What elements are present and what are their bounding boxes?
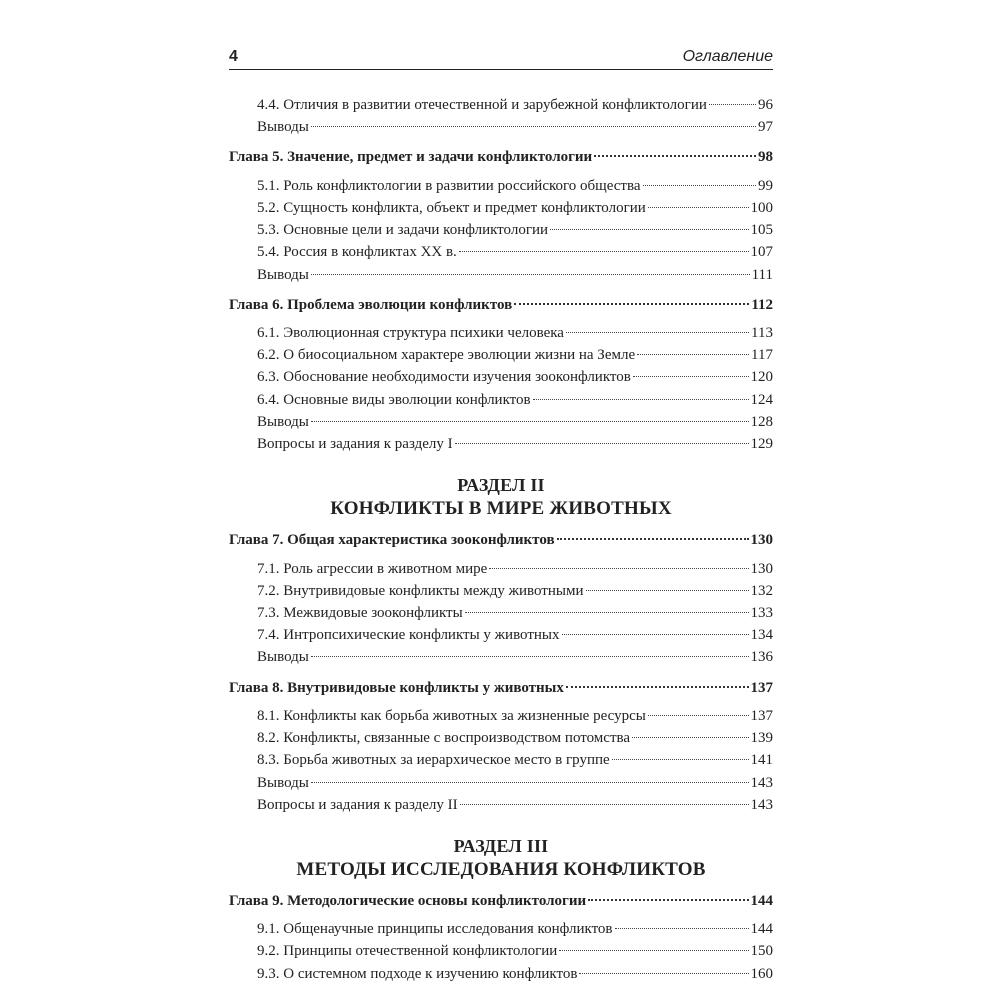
section-title: МЕТОДЫ ИССЛЕДОВАНИЯ КОНФЛИКТОВ: [296, 858, 706, 880]
toc-entry-title: 9.3. О системном подходе к изучению конфликтов: [257, 965, 578, 982]
toc-entry-page: 144: [750, 921, 773, 938]
toc-entry: [229, 918, 773, 940]
dot-leader: [566, 332, 749, 333]
toc-entry-title: 5.1. Роль конфликтологии в развитии российского общества: [257, 177, 641, 194]
toc-entry-title: Выводы: [257, 413, 309, 430]
toc-entry-title: 5.3. Основные цели и задачи конфликтологии: [257, 222, 549, 239]
toc-entry: [229, 366, 773, 388]
running-head: Оглавление: [682, 48, 773, 65]
chapter-page: 137: [750, 679, 773, 696]
dot-leader: [559, 950, 748, 951]
page-number: 4: [229, 48, 238, 65]
dot-leader: [311, 782, 749, 783]
dot-leader: [311, 421, 749, 422]
toc-entry-page: 139: [750, 730, 773, 747]
chapter-page: 130: [750, 532, 773, 549]
toc-entry-page: 111: [751, 266, 773, 283]
toc-entry: [229, 411, 773, 433]
chapter-title: Глава 6. Проблема эволюции конфликтов: [229, 296, 513, 313]
toc-entry-title: 7.2. Внутривидовые конфликты между животными: [257, 582, 584, 599]
toc-entry: [229, 433, 773, 455]
header-rule: [229, 69, 773, 70]
dot-leader: [615, 928, 749, 929]
toc-entry: [229, 558, 773, 580]
chapter-page: 112: [751, 296, 773, 313]
toc-entry-title: 7.1. Роль агрессии в животном мире: [257, 560, 488, 577]
dot-leader: [557, 538, 749, 540]
section-title: КОНФЛИКТЫ В МИРЕ ЖИВОТНЫХ: [330, 498, 672, 520]
toc-entry: [229, 241, 773, 263]
toc-entry-page: 150: [750, 943, 773, 960]
page-header: [229, 44, 773, 72]
toc-chapter-8: [229, 677, 773, 699]
toc-chapter-6: [229, 294, 773, 316]
toc-entry-title: Вопросы и задания к разделу II: [257, 796, 458, 813]
toc-entry-page: 130: [750, 560, 773, 577]
dot-leader: [586, 590, 749, 591]
toc-entry: [229, 322, 773, 344]
dot-leader: [612, 759, 749, 760]
toc-entry: [229, 197, 773, 219]
toc-entry-page: 137: [750, 707, 773, 724]
chapter-page: 144: [750, 892, 773, 909]
dot-leader: [579, 973, 748, 974]
toc-chapter-7: [229, 529, 773, 551]
toc-entry: [229, 794, 773, 816]
toc-entry: [229, 624, 773, 646]
toc-entry-title: Выводы: [257, 649, 309, 666]
toc-entry: [229, 219, 773, 241]
dot-leader: [637, 354, 749, 355]
toc-entry-page: 160: [750, 965, 773, 982]
dot-leader: [566, 686, 749, 688]
toc-entry-title: 7.4. Интропсихические конфликты у животных: [257, 627, 560, 644]
toc-entry-title: 6.1. Эволюционная структура психики человека: [257, 325, 564, 342]
toc-entry-page: 133: [750, 604, 773, 621]
chapter-page: 98: [758, 149, 773, 166]
table-of-contents: [229, 94, 773, 985]
toc-entry-title: 5.2. Сущность конфликта, объект и предмет конфликтологии: [257, 199, 646, 216]
toc-entry: [229, 705, 773, 727]
toc-entry-page: 141: [750, 752, 773, 769]
dot-leader: [594, 155, 756, 157]
toc-entry-page: 120: [750, 369, 773, 386]
toc-entry-title: Выводы: [257, 119, 309, 136]
toc-entry: [229, 94, 773, 116]
toc-entry-page: 100: [750, 199, 773, 216]
dot-leader: [643, 185, 756, 186]
dot-leader: [460, 804, 749, 805]
toc-entry-page: 132: [750, 582, 773, 599]
dot-leader: [489, 568, 748, 569]
toc-entry-title: 6.2. О биосоциальном характере эволюции жизни на Земле: [257, 347, 636, 364]
dot-leader: [459, 251, 749, 252]
toc-chapter-9: [229, 890, 773, 912]
toc-chapter-5: [229, 146, 773, 168]
dot-leader: [632, 737, 748, 738]
toc-entry-page: 99: [758, 177, 773, 194]
toc-entry: [229, 772, 773, 794]
toc-entry-page: 143: [750, 796, 773, 813]
toc-entry: [229, 602, 773, 624]
dot-leader: [550, 229, 748, 230]
toc-entry-page: 97: [758, 119, 773, 136]
toc-entry-title: 7.3. Межвидовые зооконфликты: [257, 604, 463, 621]
section-heading-2: [229, 473, 773, 521]
toc-entry: [229, 749, 773, 771]
toc-entry: [229, 389, 773, 411]
toc-entry-page: 143: [750, 774, 773, 791]
dot-leader: [465, 612, 749, 613]
toc-entry: [229, 175, 773, 197]
toc-entry: [229, 264, 773, 286]
toc-entry: [229, 344, 773, 366]
dot-leader: [533, 399, 749, 400]
dot-leader: [562, 634, 749, 635]
toc-entry: [229, 940, 773, 962]
toc-entry: [229, 580, 773, 602]
toc-entry-title: 9.1. Общенаучные принципы исследования конфликтов: [257, 921, 613, 938]
toc-entry: [229, 727, 773, 749]
toc-entry: [229, 963, 773, 985]
dot-leader: [311, 274, 750, 275]
dot-leader: [514, 303, 749, 305]
chapter-title: Глава 5. Значение, предмет и задачи конфликтологии: [229, 149, 593, 166]
toc-entry-page: 113: [751, 325, 773, 342]
section-label: РАЗДЕЛ II: [457, 475, 545, 496]
chapter-title: Глава 9. Методологические основы конфликтологии: [229, 892, 587, 909]
toc-entry-page: 96: [758, 97, 773, 113]
dot-leader: [311, 656, 749, 657]
dot-leader: [648, 715, 749, 716]
toc-entry-title: 4.4. Отличия в развитии отечественной и зарубежной конфликтологии: [257, 97, 707, 113]
section-heading-3: [229, 834, 773, 882]
toc-entry-title: Выводы: [257, 774, 309, 791]
dot-leader: [648, 207, 749, 208]
dot-leader: [633, 376, 749, 377]
toc-entry-title: 6.4. Основные виды эволюции конфликтов: [257, 391, 531, 408]
toc-entry-title: 8.3. Борьба животных за иерархическое место в группе: [257, 752, 610, 769]
toc-entry-page: 129: [750, 436, 773, 453]
toc-entry-page: 124: [750, 391, 773, 408]
chapter-title: Глава 7. Общая характеристика зооконфликтов: [229, 532, 555, 549]
toc-entry-title: Вопросы и задания к разделу I: [257, 436, 453, 453]
toc-entry-page: 105: [750, 222, 773, 239]
dot-leader: [709, 104, 756, 105]
toc-entry: [229, 646, 773, 668]
dot-leader: [588, 899, 748, 901]
toc-entry-page: 134: [750, 627, 773, 644]
toc-entry: [229, 116, 773, 138]
dot-leader: [455, 443, 749, 444]
section-label: РАЗДЕЛ III: [453, 835, 549, 856]
toc-entry-title: 6.3. Обоснование необходимости изучения зооконфликтов: [257, 369, 631, 386]
toc-entry-page: 107: [750, 244, 773, 261]
toc-entry-title: Выводы: [257, 266, 309, 283]
dot-leader: [311, 126, 756, 127]
toc-entry-title: 9.2. Принципы отечественной конфликтологии: [257, 943, 558, 960]
toc-entry-title: 5.4. Россия в конфликтах XX в.: [257, 244, 457, 261]
toc-entry-page: 128: [750, 413, 773, 430]
toc-entry-title: 8.1. Конфликты как борьба животных за жизненные ресурсы: [257, 707, 646, 724]
chapter-title: Глава 8. Внутривидовые конфликты у животных: [229, 679, 564, 696]
toc-entry-page: 117: [751, 347, 773, 364]
toc-entry-page: 136: [750, 649, 773, 666]
toc-entry-title: 8.2. Конфликты, связанные с воспроизводством потомства: [257, 730, 631, 747]
